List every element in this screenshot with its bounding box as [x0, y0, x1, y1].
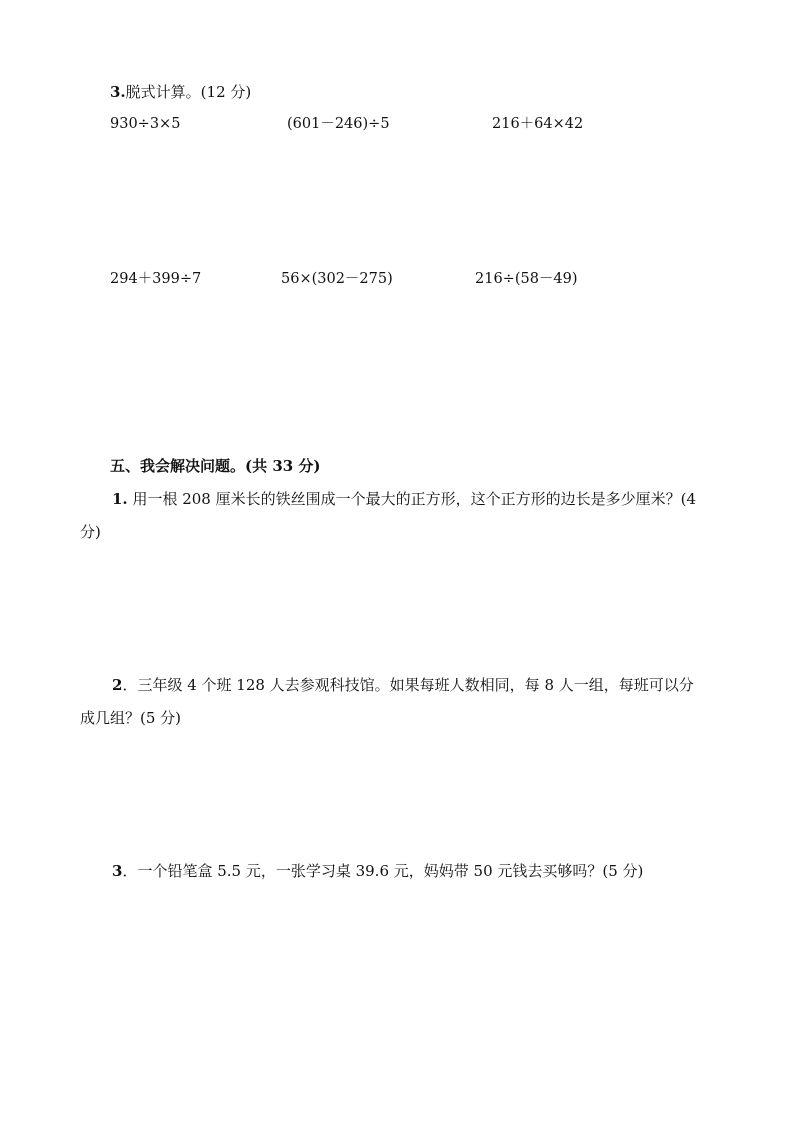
problem-1-text-line1: 用一根 208 厘米长的铁丝围成一个最大的正方形，这个正方形的边长是多少厘米？(4 [127, 490, 697, 508]
problem-3-number: 3 [112, 862, 123, 880]
problem-1-number: 1. [112, 490, 128, 508]
problem-3-text-line1: ．一个铅笔盒 5.5 元，一张学习桌 39.6 元，妈妈带 50 元钱去买够吗？(5 分) [122, 862, 644, 880]
calc-item-1: 930÷3×5 [110, 116, 181, 132]
problem-1-text-line2: 分) [80, 523, 101, 541]
section-3-title-text: 脱式计算。(12 分) [125, 83, 252, 101]
problem-3 [80, 855, 720, 888]
calc-item-2: (601－246)÷5 [287, 116, 390, 132]
calc-item-3: 216＋64×42 [492, 116, 584, 132]
calc-item-4: 294＋399÷7 [110, 271, 202, 287]
problem-2-text-line1: ．三年级 4 个班 128 人去参观科技馆。如果每班人数相同，每 8 人一组，每班可以分 [122, 676, 694, 694]
calc-item-6: 216÷(58－49) [475, 271, 578, 287]
problem-2-number: 2 [112, 676, 123, 694]
section-5-heading: 五、我会解决问题。(共 33 分) [110, 457, 321, 475]
calc-item-5: 56×(302－275) [281, 271, 393, 287]
problem-1 [80, 483, 720, 549]
problem-2-text-line2: 成几组？(5 分) [80, 709, 182, 727]
problem-2 [80, 669, 720, 735]
section-3-number: 3. [110, 83, 126, 101]
section-3-title [110, 82, 251, 102]
